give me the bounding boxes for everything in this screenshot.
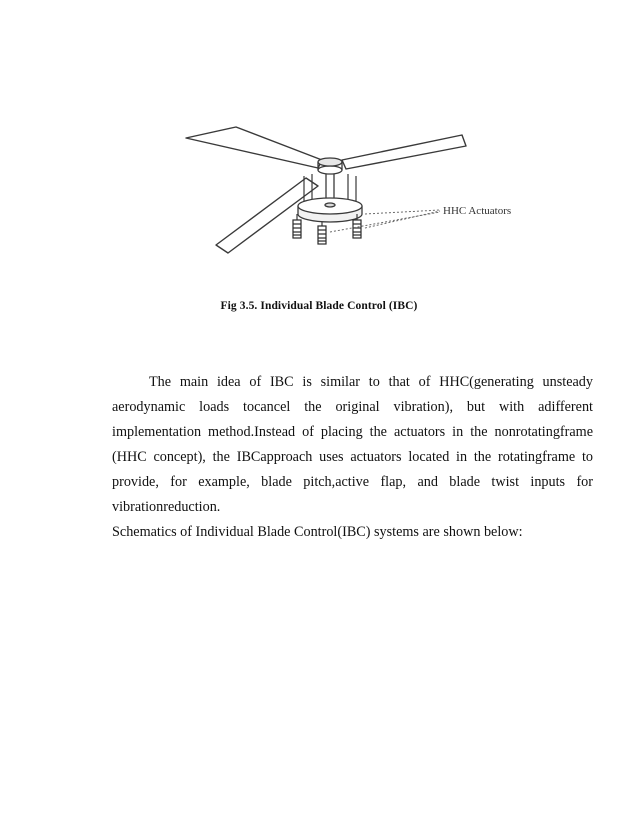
rotor-hub-cap <box>318 158 342 166</box>
rotor-blade-right <box>342 135 466 169</box>
actuator-left <box>293 214 301 238</box>
actuator-middle <box>318 222 326 244</box>
schematics-line: Schematics of Individual Blade Control(IBC) systems are shown below: <box>112 524 523 540</box>
callout-label: HHC Actuators <box>443 205 512 217</box>
figure-caption: Fig 3.5. Individual Blade Control (IBC) <box>220 300 418 312</box>
rotor-figure <box>0 0 638 300</box>
rotor-blade-back <box>186 127 322 168</box>
rotor-schematic <box>0 0 638 300</box>
body-text <box>112 370 593 545</box>
body-paragraph: The main idea of IBC is similar to that of HHC(generating unsteady aerodynamic loads tocancel the original vibration), but with adifferent implementation method.Instead of placing the actuators in the nonrotatingframe (HHC concept), the IBCapproach uses actuators located in the rotatingframe to provide, for example, blade pitch,active flap, and blade twist inputs for vibrationreduction. <box>112 374 593 515</box>
rotor-hub-top <box>318 166 342 174</box>
